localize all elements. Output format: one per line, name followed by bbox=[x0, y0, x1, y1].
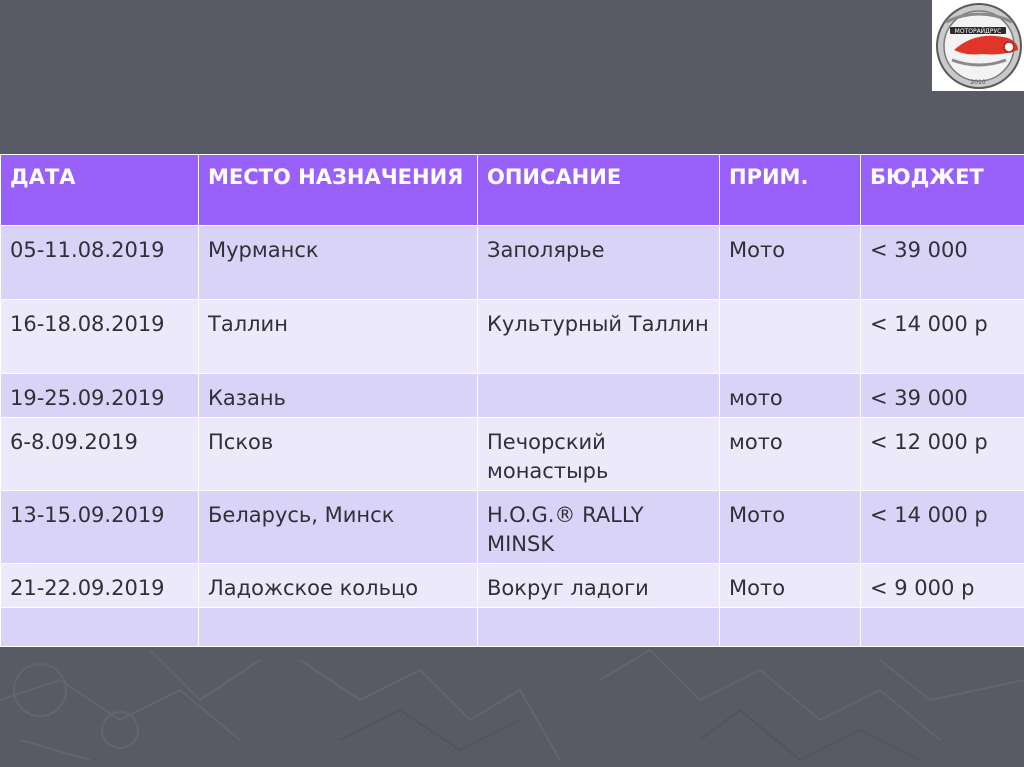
cell-destination: Беларусь, Минск bbox=[199, 491, 478, 564]
cell-destination: Псков bbox=[199, 418, 478, 491]
table-row bbox=[1, 608, 1024, 647]
cell-date: 19-25.09.2019 bbox=[1, 374, 199, 418]
cell-description: H.O.G.® RALLY MINSK bbox=[478, 491, 720, 564]
logo-year: 2010 bbox=[970, 79, 986, 86]
cell-date: 05-11.08.2019 bbox=[1, 226, 199, 300]
logo-text: МОТОРАЙДРУС bbox=[954, 28, 1002, 35]
cell-description bbox=[478, 374, 720, 418]
cell-note: мото bbox=[720, 374, 861, 418]
cell-description: Заполярье bbox=[478, 226, 720, 300]
cell-budget: < 14 000 р bbox=[861, 491, 1024, 564]
club-logo bbox=[932, 0, 1024, 91]
table-header-row bbox=[1, 155, 1024, 226]
cell-description: Печорский монастырь bbox=[478, 418, 720, 491]
cell-budget: < 12 000 р bbox=[861, 418, 1024, 491]
cell-destination bbox=[199, 608, 478, 647]
cell-note: Мото bbox=[720, 226, 861, 300]
cell-budget: < 9 000 р bbox=[861, 564, 1024, 608]
cell-note bbox=[720, 300, 861, 374]
cell-description bbox=[478, 608, 720, 647]
cell-budget: < 39 000 bbox=[861, 226, 1024, 300]
cell-destination: Мурманск bbox=[199, 226, 478, 300]
cell-budget: < 14 000 р bbox=[861, 300, 1024, 374]
cell-note: Мото bbox=[720, 491, 861, 564]
table-row bbox=[1, 491, 1024, 564]
cell-budget bbox=[861, 608, 1024, 647]
table-row bbox=[1, 226, 1024, 300]
table-row bbox=[1, 300, 1024, 374]
cell-date: 21-22.09.2019 bbox=[1, 564, 199, 608]
table-row bbox=[1, 564, 1024, 608]
header-note: ПРИМ. bbox=[720, 155, 861, 226]
header-destination: МЕСТО НАЗНАЧЕНИЯ bbox=[199, 155, 478, 226]
cell-destination: Казань bbox=[199, 374, 478, 418]
cell-date: 16-18.08.2019 bbox=[1, 300, 199, 374]
cell-note bbox=[720, 608, 861, 647]
trips-table bbox=[0, 154, 1024, 647]
cell-note: Мото bbox=[720, 564, 861, 608]
cell-description: Вокруг ладоги bbox=[478, 564, 720, 608]
motorcycle-club-round-logo-icon bbox=[932, 0, 1024, 91]
cell-destination: Ладожское кольцо bbox=[199, 564, 478, 608]
cell-destination: Таллин bbox=[199, 300, 478, 374]
cell-date bbox=[1, 608, 199, 647]
table-row bbox=[1, 374, 1024, 418]
cell-budget: < 39 000 bbox=[861, 374, 1024, 418]
header-budget: БЮДЖЕТ bbox=[861, 155, 1024, 226]
cell-date: 6-8.09.2019 bbox=[1, 418, 199, 491]
cell-date: 13-15.09.2019 bbox=[1, 491, 199, 564]
cell-description: Культурный Таллин bbox=[478, 300, 720, 374]
table-row bbox=[1, 418, 1024, 491]
header-description: ОПИСАНИЕ bbox=[478, 155, 720, 226]
cell-note: мото bbox=[720, 418, 861, 491]
header-date: ДАТА bbox=[1, 155, 199, 226]
